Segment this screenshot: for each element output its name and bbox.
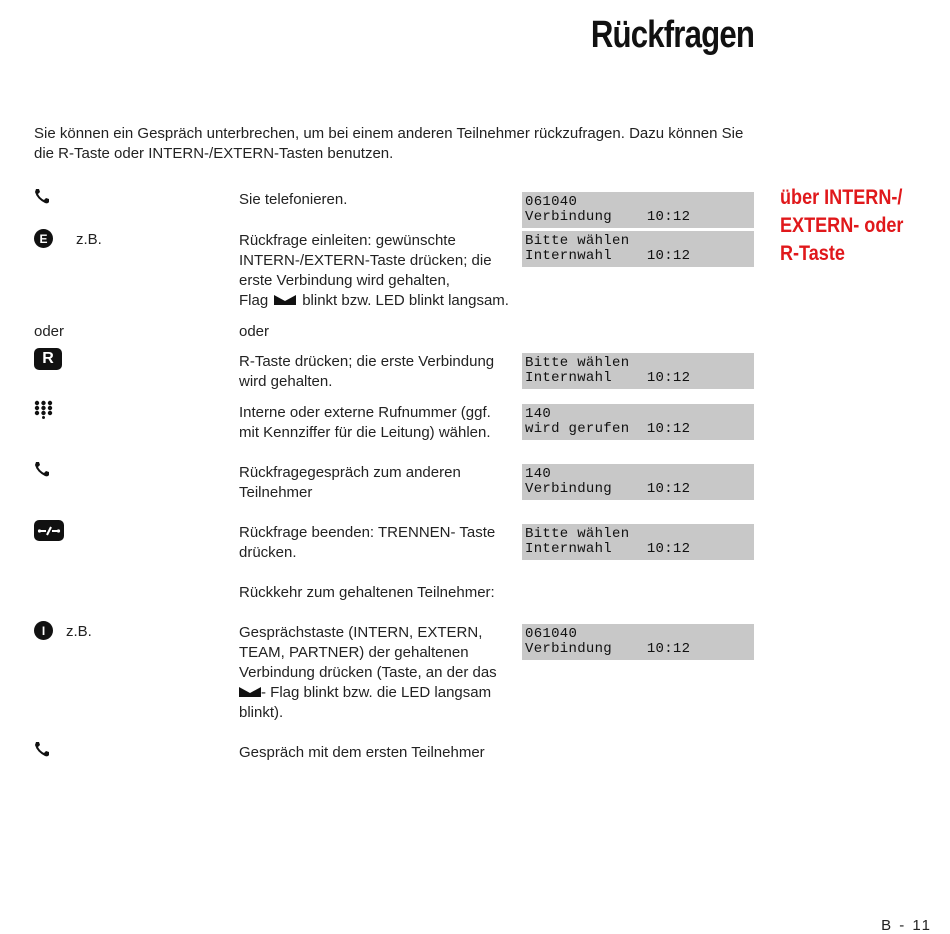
e-key-icon: E	[34, 229, 53, 248]
intro-paragraph: Sie können ein Gespräch unterbrechen, um bei einem anderen Teilnehmer rückzufragen. Dazu können Sie die R-Taste oder INTERN-/EXTERN-Tasten benutzen.	[34, 125, 744, 162]
step-9-text: Gespräch mit dem ersten Teilnehmer	[239, 744, 485, 761]
i-key-icon: I	[34, 621, 53, 640]
lcd-display-6: Bitte wählen Internwahl 10:12	[522, 524, 754, 560]
page-number: B - 11	[881, 917, 932, 934]
lcd-display-5: 140 Verbindung 10:12	[522, 464, 754, 500]
lcd-display-7: 061040 Verbindung 10:12	[522, 624, 754, 660]
step-7-text: Rückkehr zum gehaltenen Teilnehmer:	[239, 584, 495, 601]
step-8-text: Gesprächstaste (INTERN, EXTERN, TEAM, PARTNER) der gehaltenen Verbindung drücken (Taste, an der das - Flag blinkt bzw. die LED langsam blinkt).	[239, 624, 497, 722]
step-6-text: Rückfrage beenden: TRENNEN- Taste drücken.	[239, 524, 496, 561]
handset-icon	[34, 461, 50, 478]
keypad-icon	[34, 400, 53, 419]
lcd-display-3: Bitte wählen Internwahl 10:12	[522, 353, 754, 389]
oder-left: oder	[34, 323, 65, 340]
lcd-display-1: 061040 Verbindung 10:12	[522, 192, 754, 228]
flag-icon	[274, 291, 296, 311]
handset-icon	[34, 741, 50, 758]
handset-icon	[34, 188, 50, 205]
flag-icon	[239, 683, 261, 703]
lcd-display-4: 140 wird gerufen 10:12	[522, 404, 754, 440]
zb-label-1: z.B.	[76, 231, 102, 248]
step-4-text: Interne oder externe Rufnummer (ggf. mit Kennziffer für die Leitung) wählen.	[239, 404, 491, 441]
page-title: Rückfragen	[590, 14, 754, 56]
side-note: über INTERN-/ EXTERN- oder R-Taste	[780, 186, 904, 265]
lcd-display-2: Bitte wählen Internwahl 10:12	[522, 231, 754, 267]
step-2-text: Rückfrage einleiten: gewünschte INTERN-/EXTERN-Taste drücken; die erste Verbindung wird gehalten, Flag blinkt bzw. LED blinkt langsam.	[239, 231, 514, 311]
oder-mid: oder	[239, 323, 270, 340]
r-key-icon: R	[34, 348, 62, 370]
zb-label-2: z.B.	[66, 623, 92, 640]
step-5-text: Rückfragegespräch zum anderen Teilnehmer	[239, 464, 461, 501]
step-1-text: Sie telefonieren.	[239, 191, 348, 208]
trennen-key-icon	[34, 520, 64, 541]
step-3-text: R-Taste drücken; die erste Verbindung wird gehalten.	[239, 353, 495, 390]
